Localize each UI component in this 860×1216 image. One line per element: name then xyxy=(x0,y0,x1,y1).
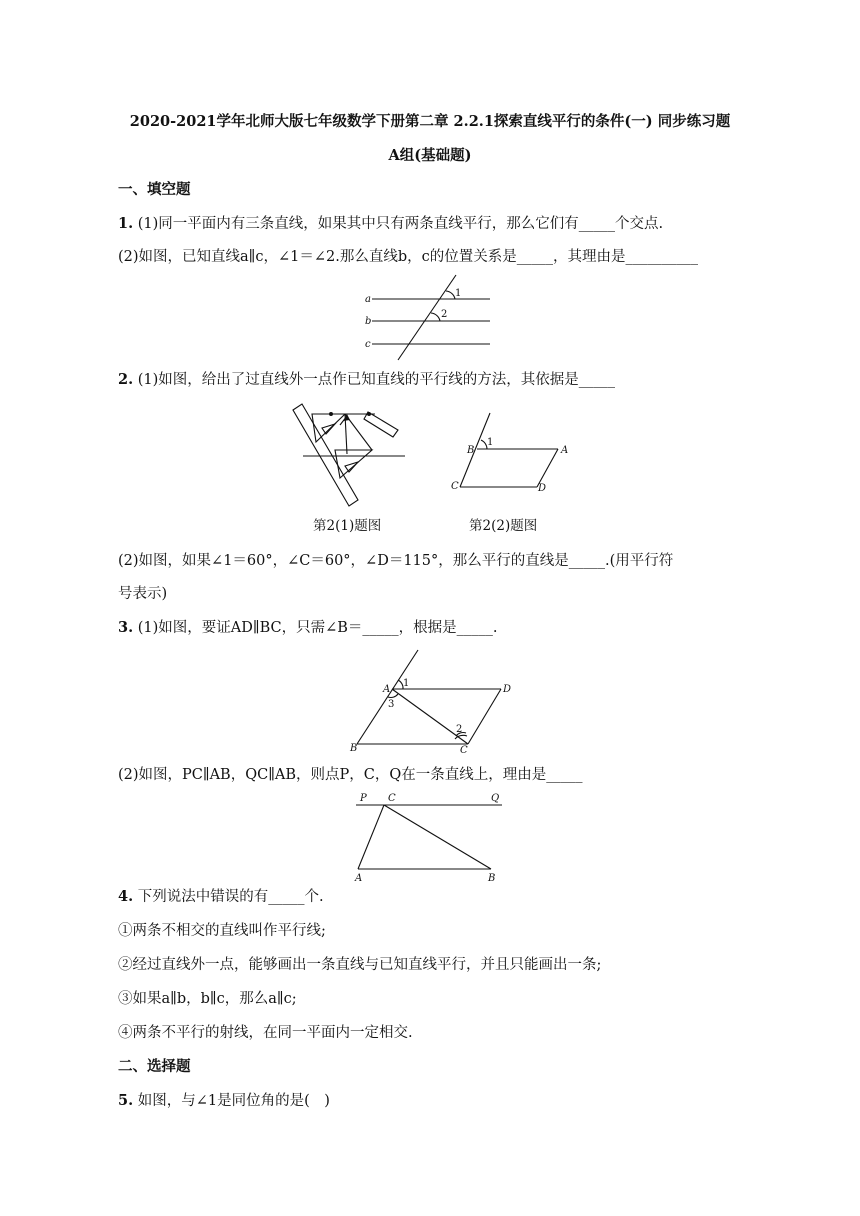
statement-1: ①两条不相交的直线叫作平行线; xyxy=(118,923,326,939)
label-point-a: A xyxy=(561,445,569,456)
document-title: 2020-2021学年北师大版七年级数学下册第二章 2.2.1探索直线平行的条件(一) 同步练习题 xyxy=(129,113,731,130)
label-point-q: Q xyxy=(491,793,500,804)
question-number: 1. xyxy=(118,215,134,232)
label-point-b: B xyxy=(488,873,496,884)
label-point-d: D xyxy=(503,684,512,695)
question-4 xyxy=(118,887,324,907)
figure-caption-2-2: 第2(2)题图 xyxy=(469,518,538,534)
label-line-b: b xyxy=(365,316,372,327)
question-5 xyxy=(118,1091,330,1111)
question-text: 如图，与∠1是同位角的是( ) xyxy=(137,1093,330,1109)
question-text: (1)如图，要证AD∥BC，只需∠B＝_____，根据是_____. xyxy=(137,620,498,636)
question-2-part-2-continued: 号表示) xyxy=(118,586,168,602)
question-3-part-1 xyxy=(118,618,498,638)
group-heading: A组(基础题) xyxy=(388,147,472,164)
question-number: 3. xyxy=(118,619,134,636)
label-point-d: D xyxy=(538,483,547,494)
question-text: (1)如图，给出了过直线外一点作已知直线的平行线的方法，其依据是_____ xyxy=(137,372,616,388)
label-angle-2: 2 xyxy=(441,309,448,320)
question-number: 2. xyxy=(118,371,134,388)
question-1-part-1 xyxy=(118,214,663,234)
section-heading-multiple-choice: 二、选择题 xyxy=(118,1058,191,1075)
label-angle-2: 2 xyxy=(456,724,463,735)
label-line-c: c xyxy=(365,339,371,350)
label-angle-1: 1 xyxy=(487,437,494,448)
question-2-part-2: (2)如图，如果∠1＝60°，∠C＝60°，∠D＝115°，那么平行的直线是_____.(用平行符 xyxy=(118,553,674,569)
section-heading-fill-in: 一、填空题 xyxy=(118,181,191,198)
statement-3: ③如果a∥b，b∥c，那么a∥c; xyxy=(118,991,297,1007)
label-angle-1: 1 xyxy=(403,678,410,689)
label-point-a: A xyxy=(383,684,391,695)
label-angle-1: 1 xyxy=(455,288,462,299)
figure-caption-2-1: 第2(1)题图 xyxy=(313,518,382,534)
question-2-part-1 xyxy=(118,370,615,390)
question-1-part-2: (2)如图，已知直线a∥c，∠1＝∠2.那么直线b，c的位置关系是_____，其理由是__________ xyxy=(118,249,699,265)
label-angle-3: 3 xyxy=(388,699,395,710)
label-point-c: C xyxy=(388,793,396,804)
label-point-c: C xyxy=(451,481,459,492)
question-number: 4. xyxy=(118,888,134,905)
question-text: 下列说法中错误的有_____个. xyxy=(137,889,324,905)
label-line-a: a xyxy=(365,294,371,305)
question-text: (1)同一平面内有三条直线，如果其中只有两条直线平行，那么它们有_____个交点. xyxy=(137,216,664,232)
label-point-p: P xyxy=(360,793,367,804)
question-number: 5. xyxy=(118,1092,134,1109)
label-point-a: A xyxy=(355,873,363,884)
label-point-c: C xyxy=(460,745,468,756)
question-3-part-2: (2)如图，PC∥AB，QC∥AB，则点P，C，Q在一条直线上，理由是_____ xyxy=(118,767,583,783)
statement-2: ②经过直线外一点，能够画出一条直线与已知直线平行，并且只能画出一条; xyxy=(118,957,602,973)
label-point-b: B xyxy=(350,743,358,754)
label-point-b: B xyxy=(467,445,475,456)
statement-4: ④两条不平行的射线，在同一平面内一定相交. xyxy=(118,1025,413,1041)
